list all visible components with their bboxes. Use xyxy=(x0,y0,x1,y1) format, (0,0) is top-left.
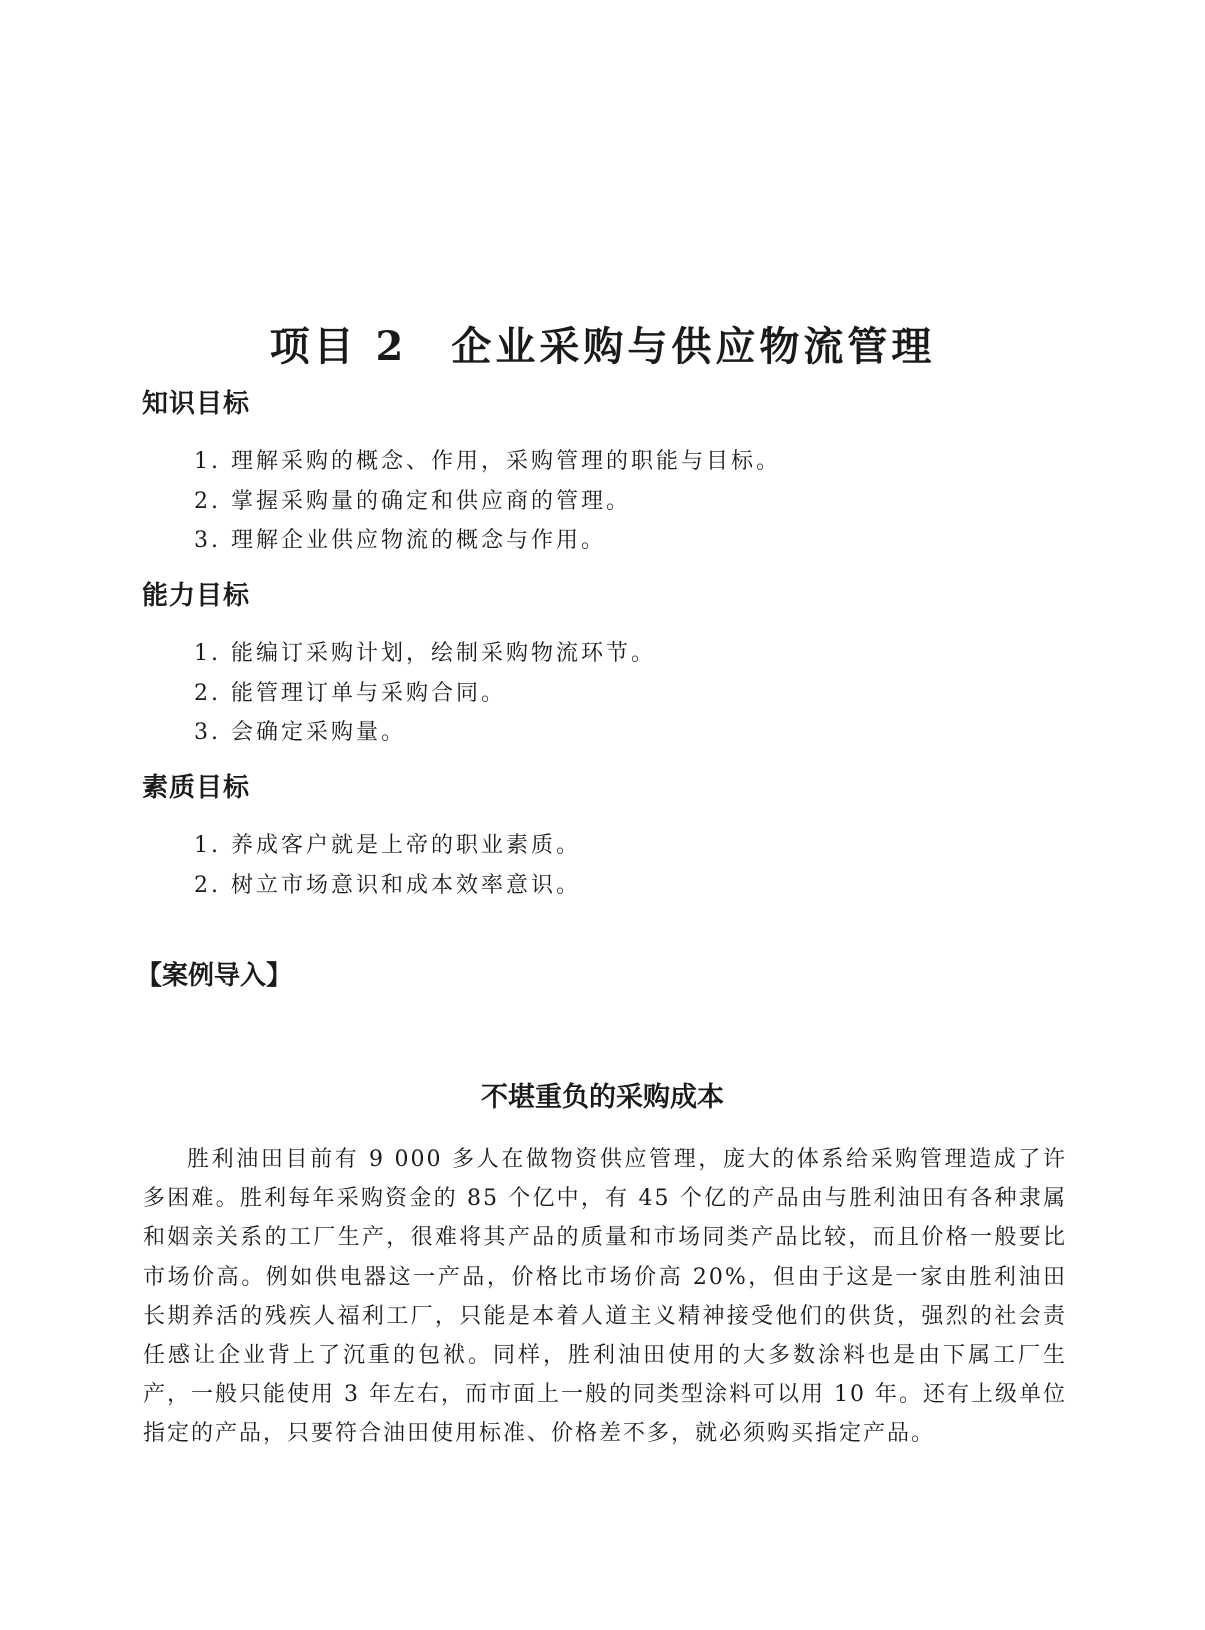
list-item: 2. 掌握采购量的确定和供应商的管理。 xyxy=(194,488,631,514)
list-item: 2. 能管理订单与采购合同。 xyxy=(194,680,506,706)
list-item: 2. 树立市场意识和成本效率意识。 xyxy=(194,872,581,898)
chapter-number: 项目 2 xyxy=(269,322,408,370)
list-item: 3. 会确定采购量。 xyxy=(194,720,406,745)
section-heading-ability: 能力目标 xyxy=(142,581,251,611)
list-item: 1. 理解采购的概念、作用，采购管理的职能与目标。 xyxy=(194,449,781,474)
quality-goals-list xyxy=(194,826,581,905)
list-item: 1. 能编订采购计划，绘制采购物流环节。 xyxy=(194,641,656,666)
ability-goals-list xyxy=(194,634,656,753)
list-item: 1. 养成客户就是上帝的职业素质。 xyxy=(194,833,581,858)
case-intro-label: 【案例导入】 xyxy=(136,961,293,991)
section-heading-knowledge: 知识目标 xyxy=(142,389,251,419)
chapter-name: 企业采购与供应物流管理 xyxy=(451,322,936,370)
section-heading-quality: 素质目标 xyxy=(142,773,251,803)
knowledge-goals-list xyxy=(194,442,781,561)
case-body-paragraph: 胜利油田目前有 9 000 多人在做物资供应管理，庞大的体系给采购管理造成了许多困难。胜利每年采购资金的 85 个亿中，有 45 个亿的产品由与胜利油田有各种隶属和姻亲关系的工厂生产，很难将其产品的质量和市场同类产品比较，而且价格一般要比市场价高。例如供电器这一产品，价格比市场价高 20%，但由于这是一家由胜利油田长期养活的残疾人福利工厂，只能是本着人道主义精神接受他们的供货，强烈的社会责任感让企业背上了沉重的包袱。同样，胜利油田使用的大多数涂料也是由下属工厂生产，一般只能使用 3 年左右，而市面上一般的同类型涂料可以用 10 年。还有上级单位指定的产品，只要符合油田使用标准、价格差不多，就必须购买指定产品。 xyxy=(143,1147,1067,1447)
list-item: 3. 理解企业供应物流的概念与作用。 xyxy=(194,528,606,553)
chapter-title xyxy=(0,322,1205,372)
case-title: 不堪重负的采购成本 xyxy=(481,1082,724,1114)
